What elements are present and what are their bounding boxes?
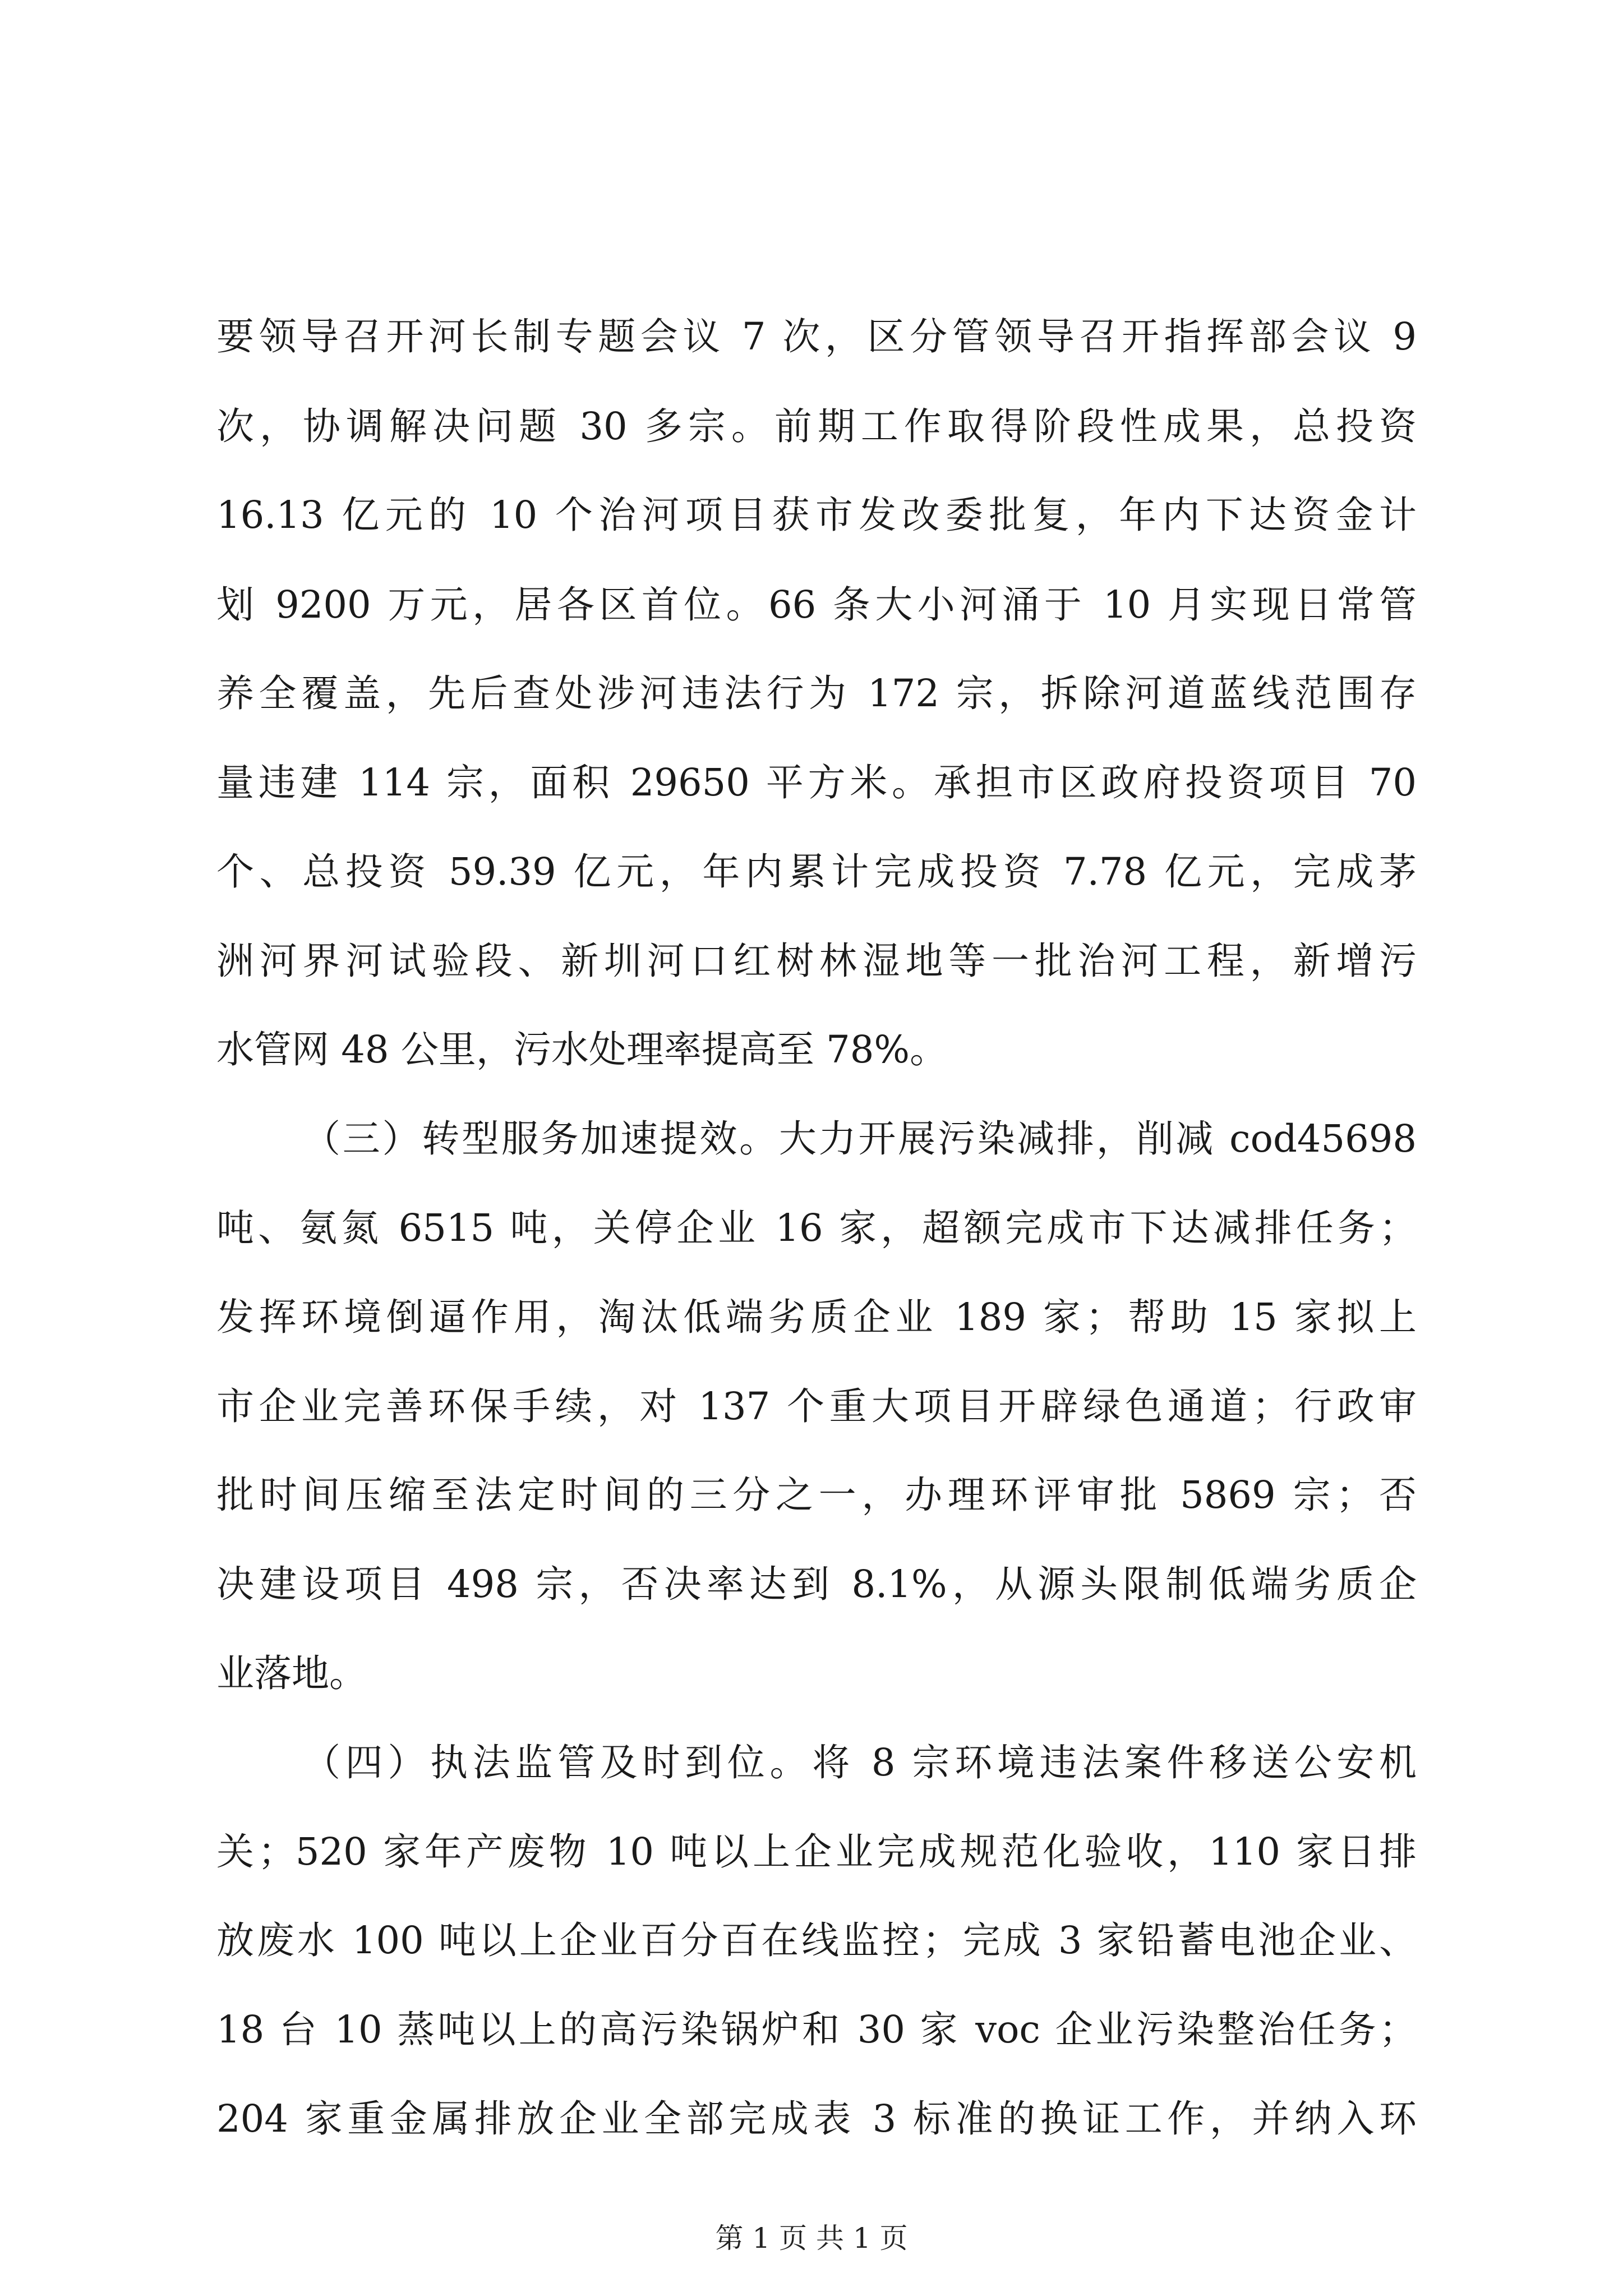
paragraph-line: 决建设项目 498 宗，否决率达到 8.1%，从源头限制低端劣质企 <box>216 1562 1417 1606</box>
paragraph-line: 水管网 48 公里，污水处理率提高至 78%。 <box>216 1028 948 1071</box>
paragraph-line: 18 台 10 蒸吨以上的高污染锅炉和 30 家 voc 企业污染整治任务； <box>216 2008 1417 2051</box>
paragraph-line: 16.13 亿元的 10 个治河项目获市发改委批复，年内下达资金计 <box>216 493 1417 537</box>
paragraph-line: 市企业完善环保手续，对 137 个重大项目开辟绿色通道；行政审 <box>216 1384 1417 1428</box>
paragraph-line: 洲河界河试验段、新圳河口红树林湿地等一批治河工程，新增污 <box>216 939 1417 983</box>
paragraph-line: 204 家重金属排放企业全部完成表 3 标准的换证工作，并纳入环 <box>216 2097 1417 2141</box>
paragraph-line: 量违建 114 宗，面积 29650 平方米。承担市区政府投资项目 70 <box>216 761 1417 804</box>
section-heading-line: （三）转型服务加速提效。大力开展污染减排，削减 cod45698 <box>303 1117 1417 1161</box>
paragraph-line: 吨、氨氮 6515 吨，关停企业 16 家，超额完成市下达减排任务； <box>216 1206 1417 1250</box>
paragraph-line: 批时间压缩至法定时间的三分之一，办理环评审批 5869 宗；否 <box>216 1473 1417 1517</box>
paragraph-line: 次，协调解决问题 30 多宗。前期工作取得阶段性成果，总投资 <box>216 404 1417 448</box>
section-heading-line: （四）执法监管及时到位。将 8 宗环境违法案件移送公安机 <box>303 1741 1417 1784</box>
paragraph-line: 关；520 家年产废物 10 吨以上企业完成规范化验收，110 家日排 <box>216 1830 1417 1874</box>
page-footer: 第 1 页 共 1 页 <box>715 2222 908 2254</box>
paragraph-line: 养全覆盖，先后查处涉河违法行为 172 宗，拆除河道蓝线范围存 <box>216 671 1417 715</box>
paragraph-line: 业落地。 <box>216 1651 367 1695</box>
paragraph-line: 划 9200 万元，居各区首位。66 条大小河涌于 10 月实现日常管 <box>216 583 1417 627</box>
paragraph-line: 发挥环境倒逼作用，淘汰低端劣质企业 189 家；帮助 15 家拟上 <box>216 1295 1417 1339</box>
paragraph-line: 要领导召开河长制专题会议 7 次，区分管领导召开指挥部会议 9 <box>216 315 1417 358</box>
paragraph-line: 放废水 100 吨以上企业百分百在线监控；完成 3 家铅蓄电池企业、 <box>216 1918 1417 1962</box>
paragraph-line: 个、总投资 59.39 亿元，年内累计完成投资 7.78 亿元，完成茅 <box>216 850 1417 894</box>
